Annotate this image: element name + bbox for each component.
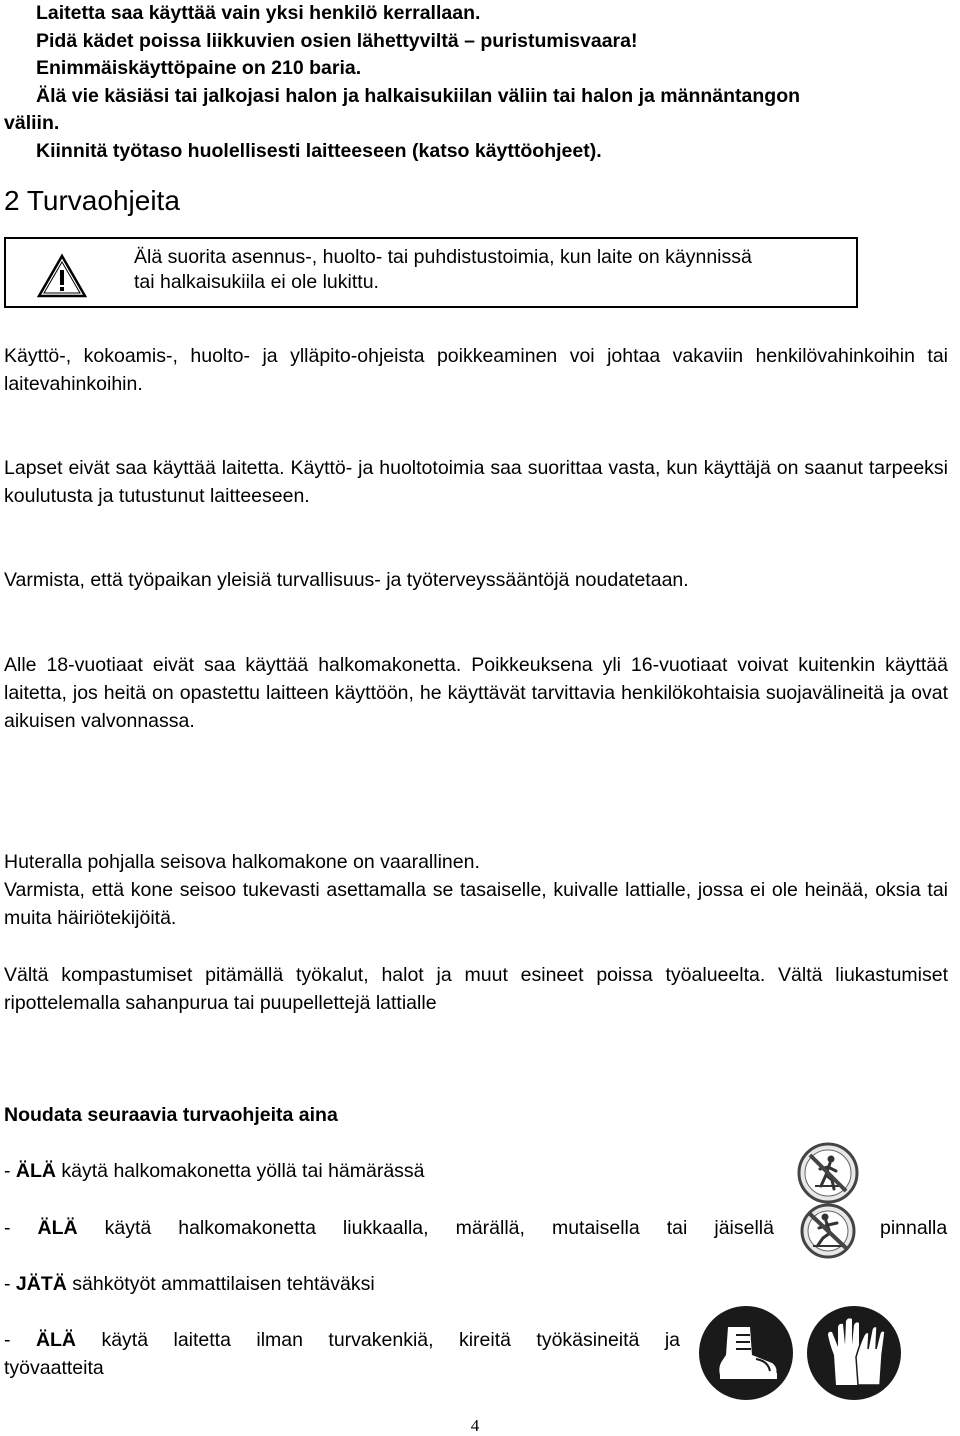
- warning-triangle-icon: [36, 253, 88, 299]
- warning-line: Älä suorita asennus-, huolto- tai puhdistustoimia, kun laite on käynnissä: [134, 246, 752, 268]
- rule-tail: pinnalla: [880, 1217, 948, 1239]
- rule-item: - ÄLÄ käytä halkomakonetta liukkaalla, märällä, mutaisella tai jäisellä: [4, 1217, 774, 1239]
- paragraph-tripping: Vältä kompastumiset pitämällä työkalut, halot ja muut esineet poissa työalueelta. Vältä liukastumiset ripottelemalla sahanpurua tai puupellettejä lattialle: [4, 964, 948, 1014]
- paragraph-workplace-rules: Varmista, että työpaikan yleisiä turvallisuus- ja työterveyssääntöjä noudatetaan.: [4, 569, 689, 591]
- warning-box: [4, 237, 858, 308]
- warning-line: tai halkaisukiila ei ole lukittu.: [134, 271, 379, 293]
- no-slippery-surface-sign-icon: [797, 1203, 859, 1259]
- note-line: Pidä kädet poissa liikkuvien osien lähettyviltä – puristumisvaara!: [36, 29, 638, 52]
- rule-keyword: JÄTÄ: [15, 1273, 67, 1295]
- rule-keyword: ÄLÄ: [35, 1329, 77, 1351]
- rule-keyword: ÄLÄ: [15, 1160, 56, 1182]
- note-line: Kiinnitä työtaso huolellisesti laitteeseen (katso käyttöohjeet).: [36, 139, 602, 162]
- safety-gloves-sign-icon: [806, 1305, 902, 1401]
- rule-item: - JÄTÄ sähkötyöt ammattilaisen tehtäväksi: [4, 1273, 375, 1295]
- no-darkness-sign-icon: [797, 1142, 859, 1204]
- rule-item: - ÄLÄ käytä laitetta ilman turvakenkiä, kireitä työkäsineitä ja työvaatteita: [4, 1329, 680, 1379]
- rule-item: - ÄLÄ käytä halkomakonetta yöllä tai hämärässä: [4, 1160, 425, 1182]
- top-safety-notes: [4, 0, 954, 165]
- paragraph-stability: Varmista, että kone seisoo tukevasti asettamalla se tasaiselle, kuivalle lattialle, jossa ei ole heinää, oksia tai muita häiriötekijöitä.: [4, 879, 948, 929]
- section-title: 2 Turvaohjeita: [4, 185, 180, 216]
- note-line: Älä vie käsiäsi tai jalkojasi halon ja halkaisukiilan väliin tai halon ja männäntangon: [36, 84, 801, 107]
- paragraph-deviation: Käyttö-, kokoamis-, huolto- ja ylläpito-ohjeista poikkeaminen voi johtaa vakaviin henkilövahinkoihin tai laitevahinkoihin.: [4, 345, 948, 395]
- page-number: 4: [470, 1416, 480, 1435]
- warning-text: [134, 245, 854, 295]
- note-line: Laitetta saa käyttää vain yksi henkilö kerrallaan.: [36, 2, 481, 24]
- note-line: väliin.: [4, 112, 60, 134]
- paragraph-age-limit: Alle 18-vuotiaat eivät saa käyttää halkomakonetta. Poikkeuksena yli 16-vuotiaat voivat kuitenkin käyttää laitetta, jos heitä on opastettu laitteen käyttöön, he käyttävät tarvittavia henkilökohtaisia suojavälineitä ja ovat aikuisen valvonnassa.: [4, 654, 948, 732]
- paragraph-stability-title: Huteralla pohjalla seisova halkomakone on vaarallinen.: [4, 851, 480, 873]
- rule-keyword: ÄLÄ: [37, 1217, 78, 1239]
- safety-boots-sign-icon: [698, 1305, 794, 1401]
- always-heading: Noudata seuraavia turvaohjeita aina: [4, 1104, 338, 1126]
- note-line: Enimmäiskäyttöpaine on 210 baria.: [36, 57, 362, 79]
- paragraph-children: Lapset eivät saa käyttää laitetta. Käyttö- ja huoltotoimia saa suorittaa vasta, kun käyttäjä on saanut tarpeeksi koulutusta ja tutustunut laitteeseen.: [4, 457, 948, 507]
